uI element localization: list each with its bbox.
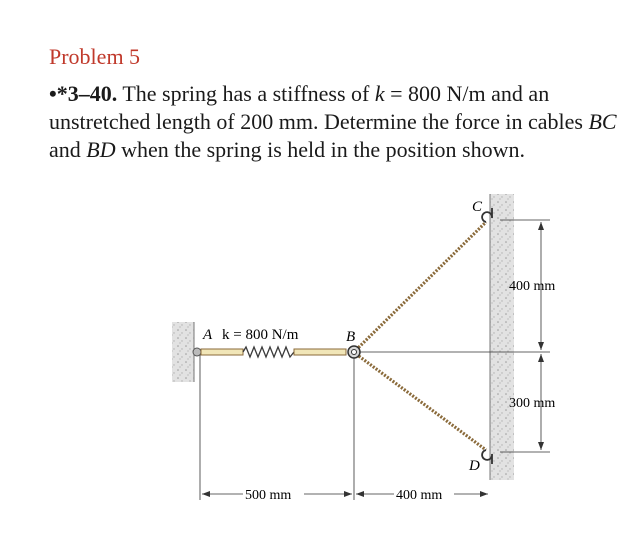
bc-variable: BC — [588, 109, 617, 134]
arrowhead — [538, 354, 544, 362]
arrowhead — [480, 491, 488, 497]
dimension-label-400-vertical: 400 mm — [509, 279, 556, 294]
left-wall — [172, 322, 194, 382]
problem-number: •*3–40. — [49, 81, 118, 106]
k-variable: k — [374, 81, 385, 106]
arrowhead — [202, 491, 210, 497]
label-a: A — [203, 327, 213, 343]
statement-text-3: when the spring is held in the position shown. — [121, 137, 526, 162]
arrowhead — [344, 491, 352, 497]
arrowhead — [538, 442, 544, 450]
cable-bd — [356, 354, 486, 450]
dimension-label-400-horizontal: 400 mm — [396, 488, 443, 503]
spring-rod-left — [201, 349, 243, 355]
cable-bc — [356, 222, 486, 350]
dimension-label-300-vertical: 300 mm — [509, 396, 556, 411]
arrowhead — [538, 342, 544, 350]
dimension-label-500: 500 mm — [245, 488, 292, 503]
label-b: B — [346, 329, 356, 345]
label-c: C — [472, 199, 483, 215]
bd-variable: BD — [86, 137, 116, 162]
ring-b-inner — [352, 350, 357, 355]
anchor-a — [193, 348, 201, 356]
problem-heading: Problem 5 — [49, 44, 141, 69]
spring-stiffness-label: k = 800 N/m — [222, 327, 299, 343]
arrowhead — [356, 491, 364, 497]
spring-rod-right — [294, 349, 346, 355]
right-wall — [490, 194, 514, 480]
statement-text-2: = 800 N/m and an unstretched length of 200 mm. Determine the force in cables — [49, 81, 583, 134]
statement-text-1: The spring has a stiffness of — [122, 81, 370, 106]
statement-and: and — [49, 137, 81, 162]
label-d: D — [469, 458, 480, 474]
arrowhead — [538, 222, 544, 230]
spring-coil — [243, 347, 294, 357]
